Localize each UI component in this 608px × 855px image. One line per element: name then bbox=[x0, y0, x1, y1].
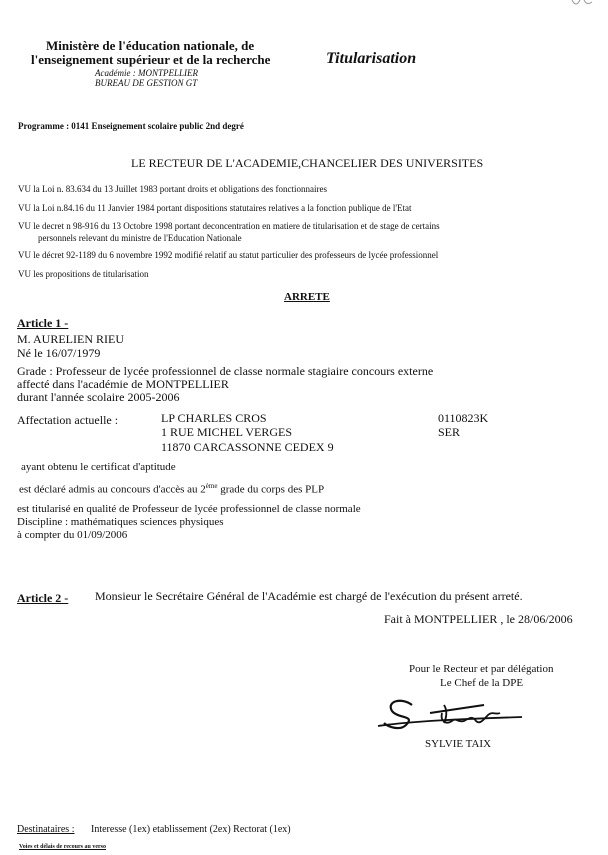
bureau-label: BUREAU DE GESTION GT bbox=[95, 78, 198, 88]
signature-delegation: Pour le Recteur et par délégation bbox=[409, 663, 554, 675]
establishment-code: 0110823K bbox=[438, 411, 489, 425]
destinataires-text: Interesse (1ex) etablissement (2ex) Rectorat (1ex) bbox=[91, 824, 291, 835]
affectation-line: 1 RUE MICHEL VERGES bbox=[161, 425, 293, 439]
grade-line: durant l'année scolaire 2005-2006 bbox=[17, 390, 180, 404]
doc-type-title: Titularisation bbox=[326, 50, 417, 67]
destinataires-label: Destinataires : bbox=[17, 824, 75, 835]
ministry-line-1: Ministère de l'éducation nationale, de bbox=[46, 38, 255, 53]
person-name: M. AURELIEN RIEU bbox=[17, 332, 124, 346]
article-1-heading: Article 1 - bbox=[17, 316, 69, 330]
visa-line: VU la Loi n.84.16 du 11 Janvier 1984 portant dispositions statutaires relatives a la fonction publique de l'Etat bbox=[18, 203, 412, 213]
voies-recours: Voies et délais de recours au verso bbox=[19, 844, 106, 850]
discipline-line: Discipline : mathématiques sciences physiques bbox=[17, 516, 224, 528]
birth-date: Né le 16/07/1979 bbox=[17, 346, 101, 360]
signature-role: Le Chef de la DPE bbox=[440, 677, 524, 689]
fait-line: Fait à MONTPELLIER , le 28/06/2006 bbox=[384, 612, 573, 626]
admis-line: est déclaré admis au concours d'accès au 2ème grade du corps des PLP bbox=[19, 482, 325, 496]
academie-label: Académie : MONTPELLIER bbox=[95, 68, 198, 78]
visa-line: VU les propositions de titularisation bbox=[18, 269, 149, 279]
scan-mark bbox=[568, 0, 598, 10]
article-2-heading: Article 2 - bbox=[17, 591, 69, 605]
arrete-heading: ARRETE bbox=[284, 291, 330, 303]
ministry-line-2: l'enseignement supérieur et de la recherche bbox=[31, 52, 271, 67]
handwritten-signature bbox=[372, 693, 542, 735]
establishment-type: SER bbox=[438, 425, 461, 439]
recteur-title: LE RECTEUR DE L'ACADEMIE,CHANCELIER DES UNIVERSITES bbox=[131, 156, 484, 170]
affectation-label: Affectation actuelle : bbox=[17, 413, 119, 427]
grade-line: Grade : Professeur de lycée professionnel de classe normale stagiaire concours externe bbox=[17, 364, 434, 378]
grade-line: affecté dans l'académie de MONTPELLIER bbox=[17, 377, 229, 391]
programme: Programme : 0141 Enseignement scolaire public 2nd degré bbox=[18, 121, 244, 131]
signatory-name: SYLVIE TAIX bbox=[425, 738, 492, 750]
affectation-line: LP CHARLES CROS bbox=[161, 411, 267, 425]
visa-line: VU le decret n 98-916 du 13 Octobre 1998 portant deconcentration en matiere de titularisation et de stage de certains bbox=[18, 221, 440, 231]
titularise-line: est titularisé en qualité de Professeur de lycée professionnel de classe normale bbox=[17, 503, 361, 515]
article-2-text: Monsieur le Secrétaire Général de l'Académie est chargé de l'exécution du présent arreté. bbox=[95, 589, 523, 603]
visa-line: personnels relevant du ministre de l'Education Nationale bbox=[38, 233, 242, 243]
affectation-line: 11870 CARCASSONNE CEDEX 9 bbox=[161, 440, 334, 454]
certificat-line: ayant obtenu le certificat d'aptitude bbox=[21, 461, 176, 473]
visa-line: VU la Loi n. 83.634 du 13 Juillet 1983 portant droits et obligations des fonctionnaires bbox=[18, 184, 327, 194]
start-date-line: à compter du 01/09/2006 bbox=[17, 529, 128, 541]
visa-line: VU le décret 92-1189 du 6 novembre 1992 modifié relatif au statut particulier des professeurs de lycée professionnel bbox=[18, 250, 439, 260]
